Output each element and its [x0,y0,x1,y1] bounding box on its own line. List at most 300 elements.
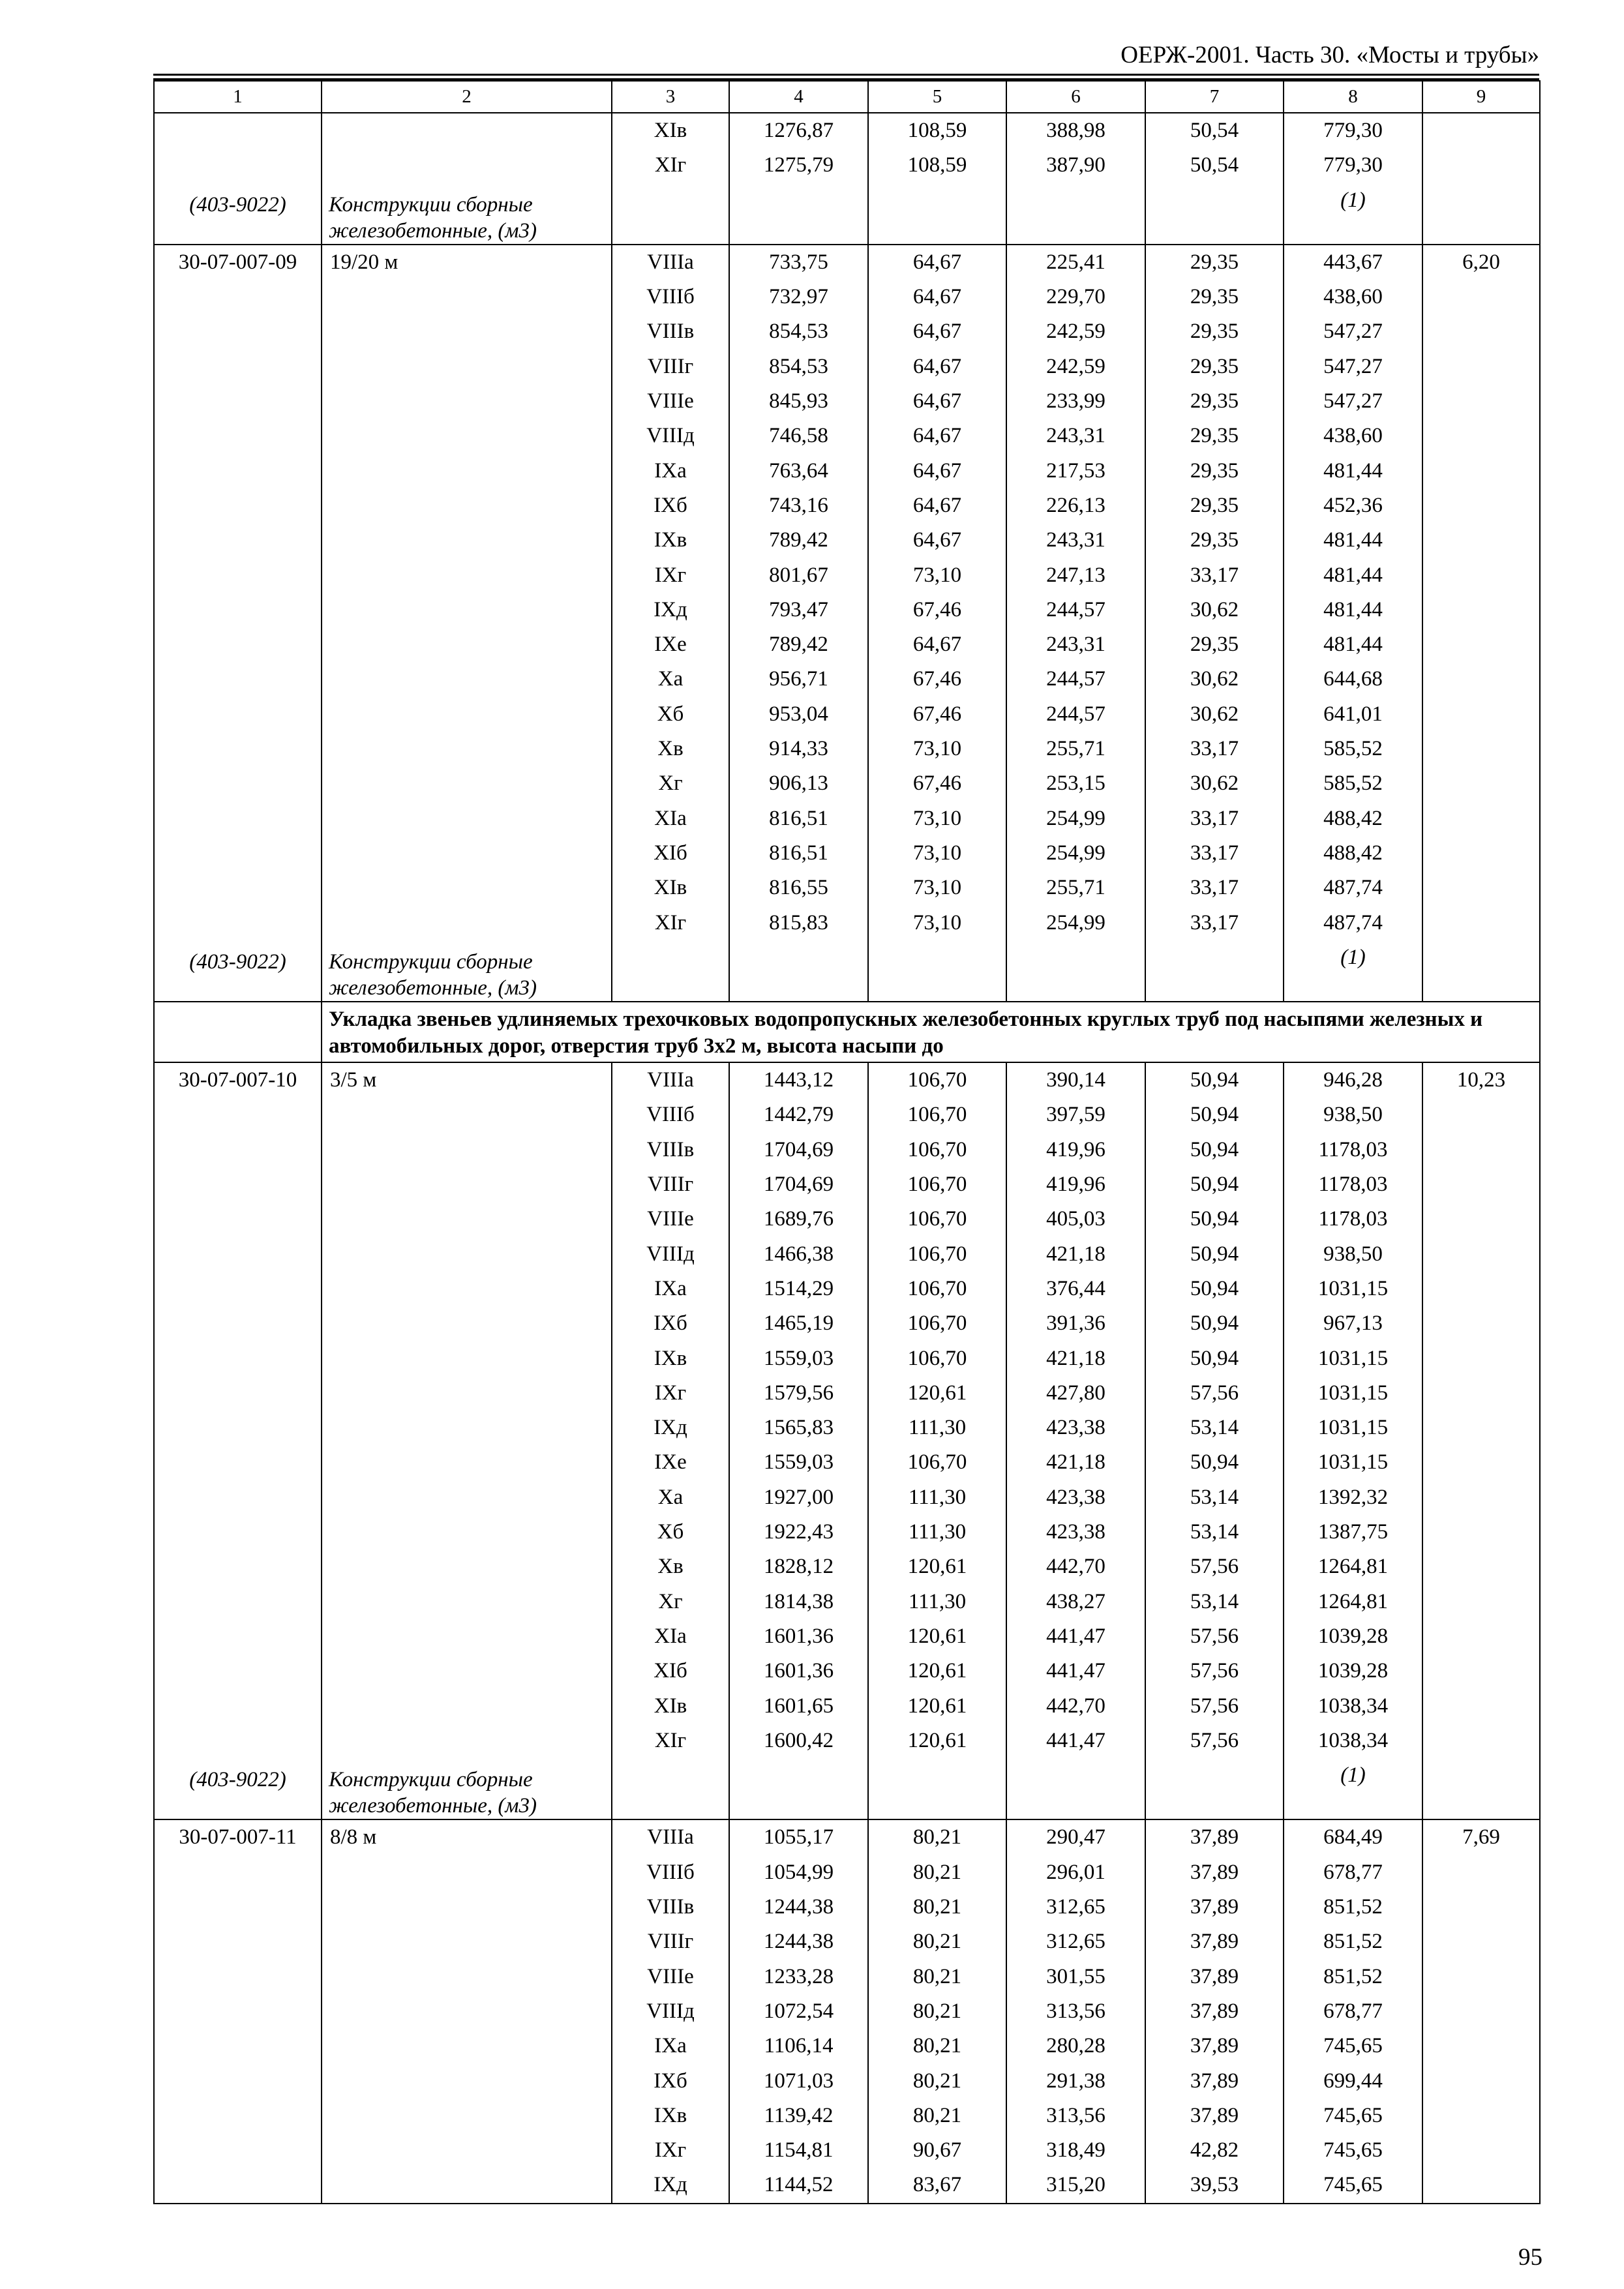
rate-code: 30-07-007-10 [178,1068,297,1092]
machine-cost-value: 387,90 [1046,153,1105,177]
material-ref: (403-9022) [189,1768,286,1792]
spacer [612,940,729,1001]
machinist-wages-value: 29,35 [1190,424,1239,448]
total-cost-value: 854,53 [769,354,828,378]
machinist-wages-value: 50,94 [1190,1103,1239,1127]
total-cost-value: 816,51 [769,841,828,865]
materials-cost-value: 967,13 [1323,1311,1383,1336]
machinist-wages-value: 57,56 [1190,1728,1239,1752]
wages-value: 120,61 [907,1624,967,1648]
material-ref: (403-9022) [189,950,286,974]
machine-cost-value: 419,96 [1046,1173,1105,1197]
wages-value: 106,70 [907,1346,967,1370]
wages-value: 106,70 [907,1068,967,1092]
zone-value: VIIIб [646,285,695,309]
zone-value: Xг [658,1589,683,1613]
total-cost-column [729,113,868,245]
zone-value: IXе [654,1450,687,1474]
total-cost-value: 732,97 [769,285,828,309]
total-cost-value: 1244,38 [763,1930,834,1954]
materials-cost-value: 547,27 [1323,389,1383,413]
embankment-height: 19/20 м [330,250,398,274]
total-cost-value: 1689,76 [763,1207,834,1231]
wages-value: 80,21 [912,2034,962,2058]
machinist-wages-column [1145,113,1284,245]
materials-cost-column [1284,113,1422,245]
total-cost-value: 801,67 [769,563,828,587]
wages-value: 64,67 [912,320,962,344]
zone-value: VIIIг [647,1930,694,1954]
spacer [730,183,867,244]
materials-cost-column [1284,1819,1422,2203]
machinist-wages-value: 50,94 [1190,1311,1239,1336]
rate-code: 30-07-007-09 [178,250,297,274]
zone-column [612,113,729,245]
machine-cost-value: 421,18 [1046,1242,1105,1266]
zone-value: XIв [654,876,687,900]
section-spacer [154,1002,322,1062]
wages-value: 73,10 [912,806,962,830]
column-number: 1 [154,81,322,113]
labour-cost: 7,69 [1462,1825,1500,1849]
work-description-cell [322,1062,612,1819]
wages-column [868,1819,1006,2203]
wages-value: 64,67 [912,354,962,378]
zone-value: IXб [654,493,687,517]
zone-value: VIIIг [647,354,694,378]
wages-value: 80,21 [912,1964,962,1988]
machinist-wages-value: 37,89 [1190,1825,1239,1849]
rate-code-cell [154,113,322,245]
spacer [1284,975,1422,1001]
machinist-wages-value: 37,89 [1190,2103,1239,2127]
machinist-wages-value: 37,89 [1190,1895,1239,1919]
machine-cost-value: 390,14 [1046,1068,1105,1092]
machinist-wages-value: 42,82 [1190,2138,1239,2162]
wages-column [868,1062,1006,1819]
total-cost-value: 793,47 [769,597,828,621]
machinist-wages-value: 37,89 [1190,2069,1239,2093]
wages-value: 64,67 [912,493,962,517]
machine-cost-value: 247,13 [1046,563,1105,587]
materials-cost-value: 745,65 [1323,2034,1383,2058]
rate-code-cell [154,1062,322,1819]
materials-cost-value: 641,01 [1323,702,1383,726]
total-cost-value: 1559,03 [763,1450,834,1474]
machinist-wages-value: 30,62 [1190,702,1239,726]
materials-cost-value: 487,74 [1323,876,1383,900]
machinist-wages-value: 37,89 [1190,1999,1239,2023]
machine-cost-value: 253,15 [1046,771,1105,796]
embankment-height: 8/8 м [330,1825,377,1849]
rate-code: 30-07-007-11 [179,1825,297,1849]
material-quantity: (1) [1340,188,1366,212]
table-row [154,113,1540,245]
table-row [154,1819,1540,2203]
zone-value: IXв [654,1346,687,1370]
zone-value: Xа [657,1485,684,1509]
machine-cost-value: 312,65 [1046,1930,1105,1954]
wages-value: 73,10 [912,876,962,900]
zone-value: VIIIб [646,1103,695,1127]
spacer [869,940,1006,1001]
total-cost-value: 1442,79 [763,1103,834,1127]
materials-cost-value: 1387,75 [1317,1520,1389,1544]
machine-cost-value: 225,41 [1046,250,1105,274]
zone-value: IXд [654,1416,687,1440]
machine-cost-value: 313,56 [1046,1999,1105,2023]
zone-value: VIIIе [647,1964,694,1988]
machinist-wages-value: 29,35 [1190,250,1239,274]
wages-value: 120,61 [907,1555,967,1579]
materials-cost-column [1284,245,1422,1002]
machinist-wages-value: 50,54 [1190,119,1239,142]
wages-value: 73,10 [912,841,962,865]
wages-column [868,245,1006,1002]
wages-value: 108,59 [907,153,967,177]
materials-cost-value: 487,74 [1323,910,1383,935]
zone-value: Xг [658,771,683,796]
materials-cost-value: 547,27 [1323,320,1383,344]
materials-cost-value: 938,50 [1323,1242,1383,1266]
machine-cost-value: 301,55 [1046,1964,1105,1988]
total-cost-value: 789,42 [769,633,828,657]
total-cost-column [729,245,868,1002]
labour-cost [1423,113,1539,117]
zone-value: VIIIв [646,1895,695,1919]
total-cost-value: 1601,65 [763,1694,834,1718]
material-ref: (403-9022) [189,192,286,217]
total-cost-value: 1054,99 [763,1860,834,1884]
zone-value: XIв [654,1694,687,1718]
machine-cost-value: 315,20 [1046,2173,1105,2197]
zone-value: IXа [654,2034,687,2058]
machinist-wages-value: 37,89 [1190,1860,1239,1884]
wages-value: 111,30 [908,1589,967,1613]
total-cost-value: 1704,69 [763,1137,834,1161]
machinist-wages-value: 53,14 [1190,1589,1239,1613]
total-cost-value: 789,42 [769,528,828,552]
column-number: 8 [1284,81,1422,113]
materials-cost-value: 851,52 [1323,1895,1383,1919]
total-cost-value: 845,93 [769,389,828,413]
materials-cost-value: 481,44 [1323,458,1383,483]
total-cost-value: 1559,03 [763,1346,834,1370]
wages-value: 80,21 [912,2103,962,2127]
spacer [1284,1793,1422,1819]
wages-value: 80,21 [912,1999,962,2023]
materials-cost-value: 438,60 [1323,424,1383,448]
materials-cost-value: 938,50 [1323,1103,1383,1127]
wages-value: 64,67 [912,633,962,657]
zone-value: VIIIв [646,1137,695,1161]
materials-cost-value: 1039,28 [1317,1659,1389,1683]
total-cost-value: 1828,12 [763,1555,834,1579]
wages-value: 80,21 [912,1930,962,1954]
materials-cost-value: 779,30 [1323,119,1383,142]
machinist-wages-value: 57,56 [1190,1624,1239,1648]
machinist-wages-value: 50,94 [1190,1276,1239,1300]
total-cost-value: 1144,52 [764,2173,834,2197]
total-cost-value: 1072,54 [763,1999,834,2023]
machine-cost-value: 244,57 [1046,667,1105,691]
materials-cost-value: 946,28 [1323,1068,1383,1092]
total-cost-value: 1927,00 [763,1485,834,1509]
total-cost-value: 1465,19 [763,1311,834,1336]
machinist-wages-value: 53,14 [1190,1520,1239,1544]
machine-cost-value: 254,99 [1046,841,1105,865]
work-description-cell [322,245,612,1002]
column-number: 3 [612,81,729,113]
wages-value: 64,67 [912,528,962,552]
total-cost-value: 906,13 [769,771,828,796]
zone-column [612,1062,729,1819]
machine-cost-value: 423,38 [1046,1520,1105,1544]
materials-cost-value: 1031,15 [1317,1416,1389,1440]
materials-cost-value: 481,44 [1323,563,1383,587]
wages-value: 64,67 [912,458,962,483]
material-quantity: (1) [1340,945,1366,969]
machinist-wages-value: 50,94 [1190,1173,1239,1197]
column-number: 2 [322,81,612,113]
materials-cost-value: 644,68 [1323,667,1383,691]
zone-value: XIг [654,910,687,935]
total-cost-value: 1600,42 [763,1728,834,1752]
machine-cost-value: 242,59 [1046,354,1105,378]
wages-value: 67,46 [912,771,962,796]
zone-value: VIIIг [647,1173,694,1197]
spacer [730,1758,867,1819]
machine-cost-value: 254,99 [1046,910,1105,935]
column-number: 4 [729,81,868,113]
header-rule [153,74,1539,76]
wages-value: 120,61 [907,1728,967,1752]
materials-cost-value: 745,65 [1323,2103,1383,2127]
materials-cost-value: 678,77 [1323,1999,1383,2023]
materials-cost-value: 1038,34 [1317,1694,1389,1718]
machinist-wages-value: 53,14 [1190,1416,1239,1440]
spacer [612,1758,729,1819]
machine-cost-value: 243,31 [1046,633,1105,657]
total-cost-value: 1922,43 [763,1520,834,1544]
section-heading-row [154,1002,1540,1062]
wages-value: 67,46 [912,667,962,691]
zone-value: VIIIа [647,1825,694,1849]
machine-cost-value: 442,70 [1046,1694,1105,1718]
materials-cost-value: 547,27 [1323,354,1383,378]
total-cost-value: 1704,69 [763,1173,834,1197]
wages-value: 73,10 [912,563,962,587]
wages-value: 64,67 [912,250,962,274]
machinist-wages-value: 50,94 [1190,1450,1239,1474]
material-description: Конструкции сборные железобетонные, (м3) [329,1768,537,1818]
zone-value: IXе [654,633,687,657]
zone-value: IXв [654,528,687,552]
wages-value: 64,67 [912,424,962,448]
materials-cost-value: 1031,15 [1317,1276,1389,1300]
total-cost-value: 1579,56 [763,1381,834,1405]
machine-cost-column [1006,1062,1145,1819]
wages-value: 111,30 [908,1416,967,1440]
machinist-wages-value: 29,35 [1190,633,1239,657]
materials-cost-value: 684,49 [1323,1825,1383,1849]
materials-cost-value: 1392,32 [1317,1485,1389,1509]
total-cost-value: 953,04 [769,702,828,726]
materials-cost-value: 1264,81 [1317,1589,1389,1613]
total-cost-value: 733,75 [769,250,828,274]
column-number: 6 [1006,81,1145,113]
materials-cost-value: 745,65 [1323,2138,1383,2162]
wages-value: 80,21 [912,1825,962,1849]
zone-value: IXд [654,597,687,621]
machine-cost-value: 419,96 [1046,1137,1105,1161]
total-cost-value: 914,33 [769,737,828,761]
materials-cost-value: 1031,15 [1317,1381,1389,1405]
zone-value: VIIIв [646,320,695,344]
material-description: Конструкции сборные железобетонные, (м3) [329,192,537,243]
machine-cost-value: 217,53 [1046,458,1105,483]
machinist-wages-value: 57,56 [1190,1694,1239,1718]
machinist-wages-value: 33,17 [1190,806,1239,830]
machinist-wages-value: 29,35 [1190,458,1239,483]
machinist-wages-value: 37,89 [1190,1964,1239,1988]
spacer [1146,183,1283,244]
zone-column [612,1819,729,2203]
machinist-wages-value: 50,94 [1190,1346,1239,1370]
machine-cost-value: 421,18 [1046,1346,1105,1370]
total-cost-value: 1154,81 [764,2138,834,2162]
materials-cost-value: 678,77 [1323,1860,1383,1884]
rate-code-cell [154,245,322,1002]
total-cost-value: 1275,79 [763,153,834,177]
machine-cost-value: 397,59 [1046,1103,1105,1127]
materials-cost-value: 851,52 [1323,1930,1383,1954]
labour-cost: 6,20 [1462,250,1500,274]
wages-value: 64,67 [912,285,962,309]
wages-value: 90,67 [912,2138,962,2162]
machine-cost-column [1006,1819,1145,2203]
machinist-wages-value: 30,62 [1190,597,1239,621]
zone-value: IXб [654,1311,687,1336]
machinist-wages-column [1145,1062,1284,1819]
machinist-wages-value: 50,94 [1190,1242,1239,1266]
labour-cost-cell [1422,245,1540,1002]
materials-cost-value: 1031,15 [1317,1346,1389,1370]
machine-cost-value: 438,27 [1046,1589,1105,1613]
total-cost-column [729,1819,868,2203]
labour-cost-cell [1422,113,1540,245]
machinist-wages-value: 29,35 [1190,389,1239,413]
machinist-wages-value: 33,17 [1190,876,1239,900]
machine-cost-value: 376,44 [1046,1276,1105,1300]
work-description-cell [322,113,612,245]
machinist-wages-value: 29,35 [1190,285,1239,309]
total-cost-value: 815,83 [769,910,828,935]
zone-value: XIв [654,119,687,142]
machinist-wages-value: 57,56 [1190,1555,1239,1579]
spacer [1146,940,1283,1001]
wages-value: 67,46 [912,702,962,726]
machinist-wages-value: 50,94 [1190,1137,1239,1161]
machine-cost-value: 244,57 [1046,597,1105,621]
total-cost-value: 1565,83 [763,1416,834,1440]
materials-cost-value: 438,60 [1323,285,1383,309]
wages-value: 106,70 [907,1173,967,1197]
total-cost-value: 1071,03 [763,2069,834,2093]
zone-value: Xв [657,737,684,761]
page-number: 95 [1518,2244,1542,2271]
machinist-wages-value: 50,54 [1190,153,1239,177]
zone-value: XIг [654,153,687,177]
materials-cost-value: 1031,15 [1317,1450,1389,1474]
zone-value: IXб [654,2069,687,2093]
zone-value: Xб [657,1520,684,1544]
wages-value: 73,10 [912,737,962,761]
machine-cost-value: 244,57 [1046,702,1105,726]
machine-cost-value: 233,99 [1046,389,1105,413]
machine-cost-value: 254,99 [1046,806,1105,830]
total-cost-value: 854,53 [769,320,828,344]
zone-value: IXд [654,2173,687,2197]
machine-cost-value: 442,70 [1046,1555,1105,1579]
zone-value: XIб [654,1659,687,1683]
machinist-wages-value: 50,94 [1190,1207,1239,1231]
materials-cost-value: 1264,81 [1317,1555,1389,1579]
zone-value: IXв [654,2103,687,2127]
materials-cost-value: 745,65 [1323,2173,1383,2197]
zone-value: IXг [654,2138,687,2162]
machinist-wages-column [1145,1819,1284,2203]
machinist-wages-value: 29,35 [1190,320,1239,344]
machine-cost-value: 229,70 [1046,285,1105,309]
wages-value: 106,70 [907,1242,967,1266]
total-cost-value: 743,16 [769,493,828,517]
machinist-wages-value: 30,62 [1190,667,1239,691]
zone-value: IXа [654,458,687,483]
wages-value: 80,21 [912,1860,962,1884]
spacer [730,940,867,1001]
materials-cost-value: 443,67 [1323,250,1383,274]
wages-value: 64,67 [912,389,962,413]
machine-cost-value: 421,18 [1046,1450,1105,1474]
materials-cost-value: 481,44 [1323,528,1383,552]
zone-value: VIIIд [646,1242,695,1266]
materials-cost-value: 488,42 [1323,841,1383,865]
machine-cost-value: 255,71 [1046,737,1105,761]
machine-cost-value: 441,47 [1046,1624,1105,1648]
total-cost-value: 763,64 [769,458,828,483]
machine-cost-value: 255,71 [1046,876,1105,900]
spacer [869,1758,1006,1819]
machine-cost-value: 290,47 [1046,1825,1105,1849]
machine-cost-value: 296,01 [1046,1860,1105,1884]
materials-cost-value: 851,52 [1323,1964,1383,1988]
materials-cost-column [1284,1062,1422,1819]
wages-value: 83,67 [912,2173,962,2197]
table-row [154,245,1540,1002]
wages-value: 108,59 [907,119,967,142]
machine-cost-value: 405,03 [1046,1207,1105,1231]
wages-value: 106,70 [907,1450,967,1474]
machine-cost-value: 313,56 [1046,2103,1105,2127]
machine-cost-value: 441,47 [1046,1659,1105,1683]
total-cost-value: 1443,12 [763,1068,834,1092]
column-number-row [154,81,1540,113]
wages-value: 106,70 [907,1103,967,1127]
page-header: ОЕРЖ-2001. Часть 30. «Мосты и трубы» [1120,42,1539,68]
machinist-wages-value: 33,17 [1190,841,1239,865]
materials-cost-value: 585,52 [1323,737,1383,761]
